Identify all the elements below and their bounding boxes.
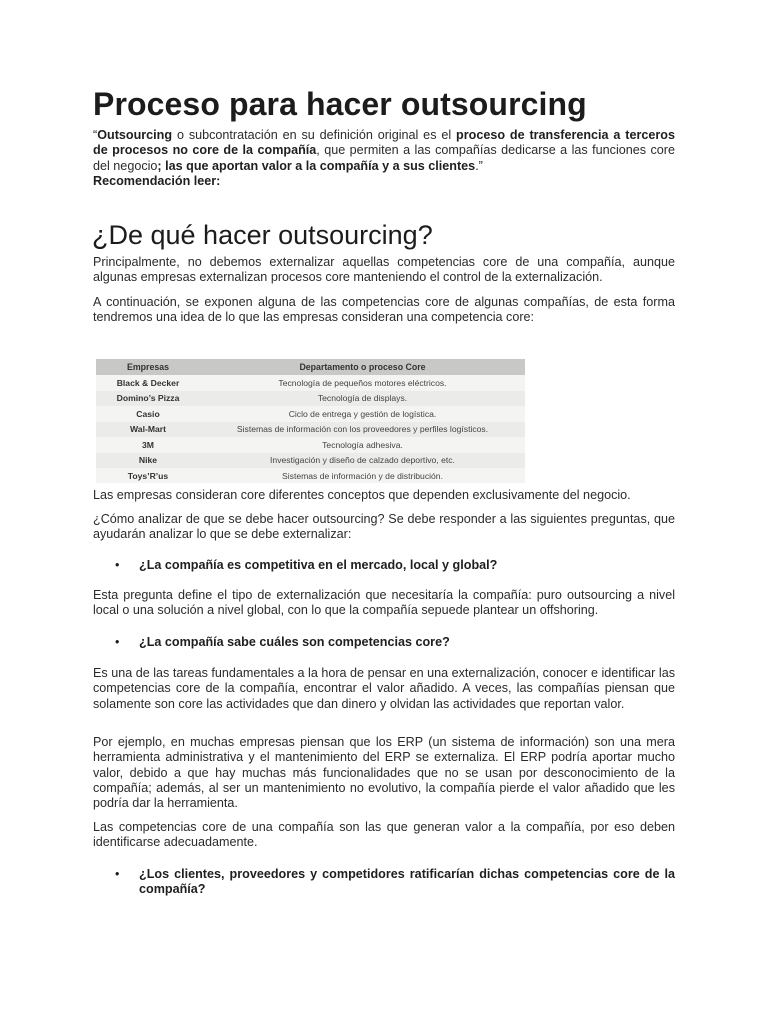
table-cell-company: Black & Decker — [116, 377, 180, 388]
table-cell-company: Toys’R’us — [127, 470, 169, 481]
table-row — [96, 468, 525, 484]
recommend-label: Recomendación leer: — [93, 173, 221, 188]
question-1 — [115, 558, 675, 573]
table-header-companies: Empresas — [96, 359, 200, 375]
paragraph-4: ¿Cómo analizar de que se debe hacer outsourcing? Se debe responder a las siguientes preguntas, que ayudarán analizar lo que se debe externalizar: — [93, 512, 675, 542]
table-cell-company: Nike — [96, 453, 200, 469]
paragraph-5: Esta pregunta define el tipo de externalización que necesitaría la compañía: puro outsourcing a nivel local o una solución a nivel global, con lo que la compañía sepuede plantear un offshoring. — [93, 588, 675, 618]
table-row — [96, 391, 525, 407]
intro-paragraph — [93, 128, 675, 189]
intro-bold-2: ; las que aportan valor a la compañía y a sus clientes — [157, 158, 476, 173]
question-2 — [115, 635, 675, 650]
paragraph-7: Por ejemplo, en muchas empresas piensan que los ERP (un sistema de información) son una mera herramienta administrativa y el mantenimiento del ERP se externaliza. El ERP podría aportar mucho valor, debido a que hay muchas más funcionalidades que no se usan por desconocimiento de la compañía; además, al ser un mantenimiento no evolutivo, la compañía pierde el valor añadido que les podría dar la herramienta. — [93, 735, 675, 811]
bullet-marker: • — [115, 867, 120, 881]
table-header-department: Departamento o proceso Core — [200, 359, 525, 375]
page-title: Proceso para hacer outsourcing — [93, 86, 587, 122]
table-header-row — [96, 359, 525, 375]
table-row — [96, 422, 525, 438]
bullet-marker: • — [115, 558, 120, 572]
paragraph-1: Principalmente, no debemos externalizar aquellas competencias core de una compañía, aunque algunas empresas externalizan procesos core manteniendo el control de la externalización. — [93, 255, 675, 285]
intro-text-2: , que permiten a las compañías dedicarse a las funciones core del negocio — [93, 143, 675, 173]
paragraph-6: Es una de las tareas fundamentales a la hora de pensar en una externalización, conocer e identificar las competencias core de la compañía, encontrar el valor añadido. A veces, las compañías piensan que solamente son core las actividades que dan dinero y olvidan las actividades que reportan valor. — [93, 666, 675, 711]
table-cell-company: Casio — [136, 408, 160, 419]
question-1-text: ¿La compañía es competitiva en el mercado, local y global? — [139, 558, 498, 572]
question-3 — [115, 867, 675, 898]
question-2-text: ¿La compañía sabe cuáles son competencias core? — [139, 635, 450, 649]
table-cell-company: Domino’s Pizza — [96, 391, 200, 407]
bullet-marker: • — [115, 635, 120, 649]
table-row — [96, 375, 525, 391]
table-cell-process: Tecnología adhesiva. — [322, 439, 403, 450]
core-competencies-table — [96, 359, 525, 483]
table-cell-process: Sistemas de información y de distribución. — [282, 470, 443, 481]
paragraph-3: Las empresas consideran core diferentes conceptos que dependen exclusivamente del negocio. — [93, 488, 631, 502]
intro-text-3: .” — [475, 158, 483, 173]
table-cell-company: 3M — [142, 439, 154, 450]
table-row — [96, 453, 525, 469]
section-title: ¿De qué hacer outsourcing? — [92, 220, 433, 250]
question-3-text: ¿Los clientes, proveedores y competidores ratificarían dichas competencias core de la compañía? — [139, 867, 675, 897]
table-cell-company: Wal-Mart — [96, 422, 200, 438]
intro-term: Outsourcing — [97, 128, 173, 142]
table-cell-process: Sistemas de información con los proveedores y perfiles logísticos. — [200, 422, 525, 438]
intro-bold-1: proceso de transferencia a terceros de procesos no core de la compañía — [93, 128, 675, 158]
open-quote: “ — [93, 128, 98, 142]
table-row — [96, 406, 525, 422]
table-cell-process: Tecnología de pequeños motores eléctricos. — [278, 377, 447, 388]
paragraph-8: Las competencias core de una compañía son las que generan valor a la compañía, por eso deben identificarse adecuadamente. — [93, 820, 675, 850]
intro-text-1: o subcontratación en su definición original es el — [172, 128, 457, 142]
table-cell-process: Tecnología de displays. — [200, 391, 525, 407]
table-cell-process: Ciclo de entrega y gestión de logística. — [288, 408, 437, 419]
table-row — [96, 437, 525, 453]
table-cell-process: Investigación y diseño de calzado deportivo, etc. — [200, 453, 525, 469]
paragraph-2: A continuación, se exponen alguna de las competencias core de algunas compañías, de esta forma tendremos una idea de lo que las empresas consideran una competencia core: — [93, 295, 675, 325]
